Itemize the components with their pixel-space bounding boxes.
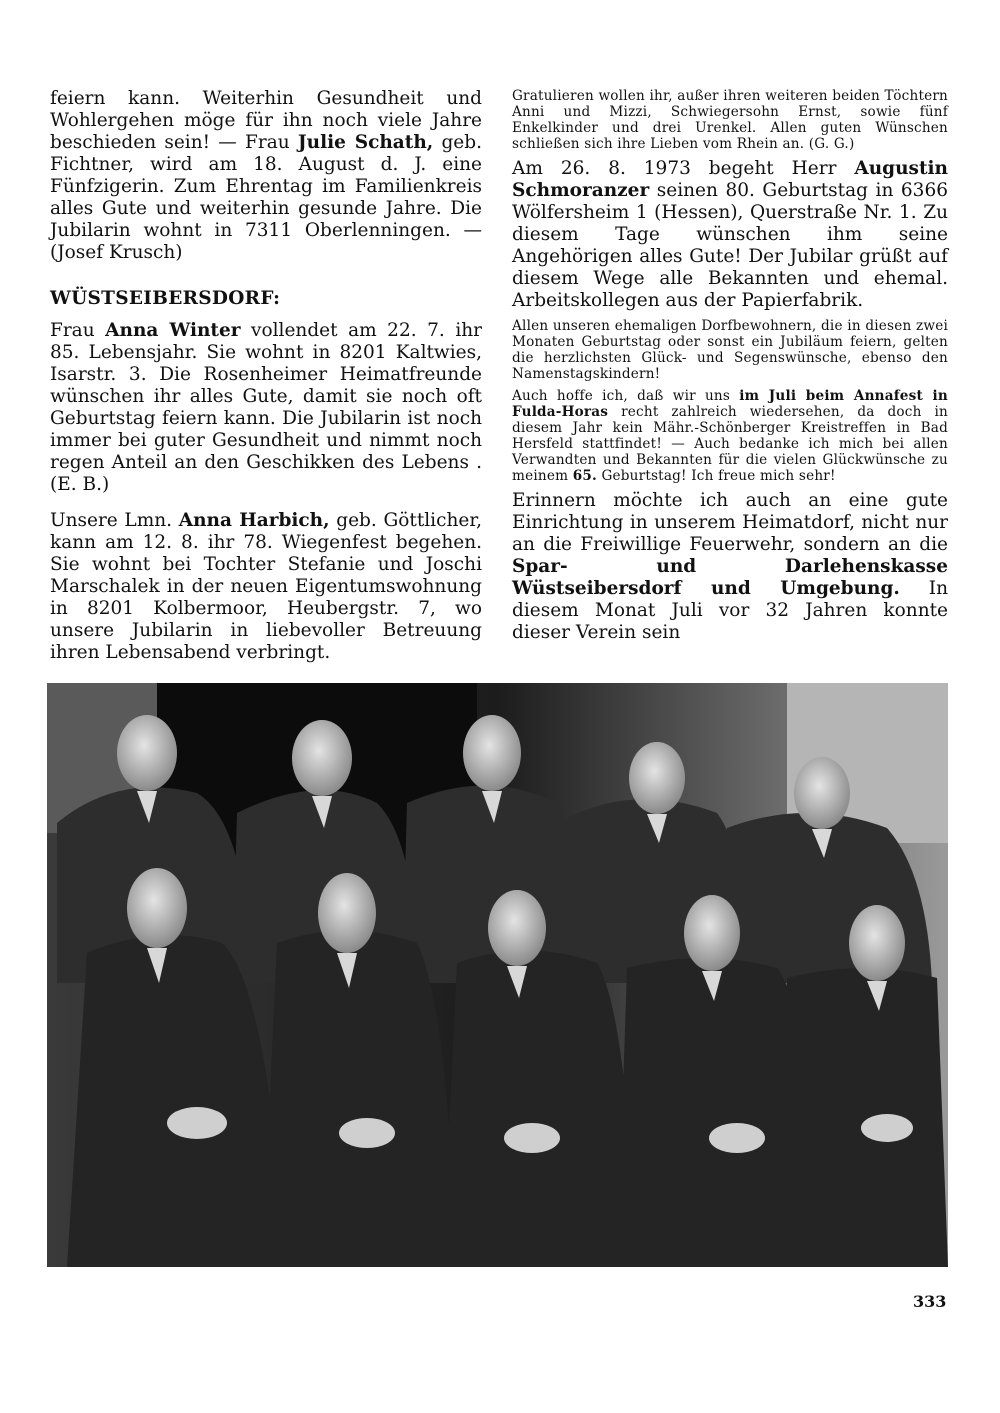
text: feiern kann. Weiterhin Gesundheit und Wohlergehen möge für ihn noch viele Jahre beschieden sein! — Frau [50,88,482,153]
text: seinen 80. Geburtstag in 6366 Wölfersheim 1 (Hessen), Querstraße Nr. 1. Zu diesem Tage wünschen ihm seine Angehörigen alles Gute! Der Jubilar grüßt auf diesem Wege alle Bekannten und ehemal. Arbeitskollegen aus der Papierfabrik. [512,180,948,311]
sparkasse-bold: Spar- und Darlehenskasse Wüstseibersdorf und Umgebung. [512,556,948,599]
paragraph-harbich [50,510,482,664]
text: Am 26. 8. 1973 begeht Herr [512,158,855,179]
right-column [512,88,948,644]
text: Erinnern möchte ich auch an eine gute Einrichtung in unserem Heimatdorf, nicht nur an die Freiwillige Feuerwehr, sondern an die [512,490,948,555]
annafest-bold: im Juli beim Annafest in Fulda-Horas [512,388,948,420]
paragraph-dorfbewohner: Allen unseren ehemaligen Dorfbewohnern, die in diesen zwei Monaten Geburtstag oder sonst ein Jubiläum feiern, gelten die herzlichsten Glück- und Segenswünsche, ebenso den Namenstagskindern! [512,318,948,382]
name-anna-harbich: Anna Harbich, [178,510,330,531]
text: Geburtstag! Ich freue mich sehr! [596,468,836,484]
paragraph-sparkasse [512,490,948,644]
paragraph-winter [50,320,482,496]
group-photo-illustration [47,683,948,1267]
text: Frau [50,320,106,341]
text: geb. Fichtner, wird am 18. August d. J. eine Fünfzigerin. Zum Ehrentag im Familienkreis alles Gute und weiterhin gesunde Jahre. Die Jubilarin wohnt in 7311 Oberlenningen. — (Josef Krusch) [50,132,482,263]
name-anna-winter: Anna Winter [105,320,241,341]
paragraph-schath [50,88,482,264]
paragraph-gratulation: Gratulieren wollen ihr, außer ihren weiteren beiden Töchtern Anni und Mizzi, Schwiegersohn Ernst, sowie fünf Enkelkinder und drei Urenkel. Allen guten Wünschen schließen sich ihre Lieben vom Rhein an. (G. G.) [512,88,948,152]
text: recht zahlreich wiedersehen, da doch in diesem Jahr kein Mähr.-Schönberger Kreistreffen in Bad Hersfeld stattfindet! — Auch bedanke ich mich bei allen Verwandten und Bekannten für die vielen Glückwünsche zu meinem [512,404,948,484]
paragraph-annafest [512,388,948,484]
age-bold: 65. [572,468,597,484]
left-column [50,88,482,664]
name-julie-schath: Julie Schath, [297,132,434,153]
text: geb. Göttlicher, kann am 12. 8. ihr 78. Wiegenfest begehen. Sie wohnt bei Tochter Stefanie und Joschi Marschalek in der neuen Eigentumswohnung in 8201 Kolbermoor, Heubergstr. 7, wo unsere Jubilarin in liebevoller Betreuung ihren Lebensabend verbringt. [50,510,483,663]
text: Unsere Lmn. [50,510,179,531]
text: In diesem Monat Juli vor 32 Jahren konnte dieser Verein sein [512,578,948,643]
group-photo [47,683,948,1267]
page-number: 333 [913,1292,947,1311]
paragraph-schmoranzer [512,158,948,312]
text: vollendet am 22. 7. ihr 85. Lebensjahr. Sie wohnt in 8201 Kaltwies, Isarstr. 3. Die Rosenheimer Heimatfreunde wünschen ihr alles Gute, damit sie noch oft Geburtstag feiern kann. Die Jubilarin ist noch immer bei guter Gesundheit und nimmt noch regen Anteil an den Geschikken des Lebens .(E. B.) [50,320,482,495]
text: Auch hoffe ich, daß wir uns [512,388,740,404]
section-heading: WÜSTSEIBERSDORF: [50,288,281,309]
name-augustin-schmoranzer: Augustin Schmoranzer [512,158,948,201]
